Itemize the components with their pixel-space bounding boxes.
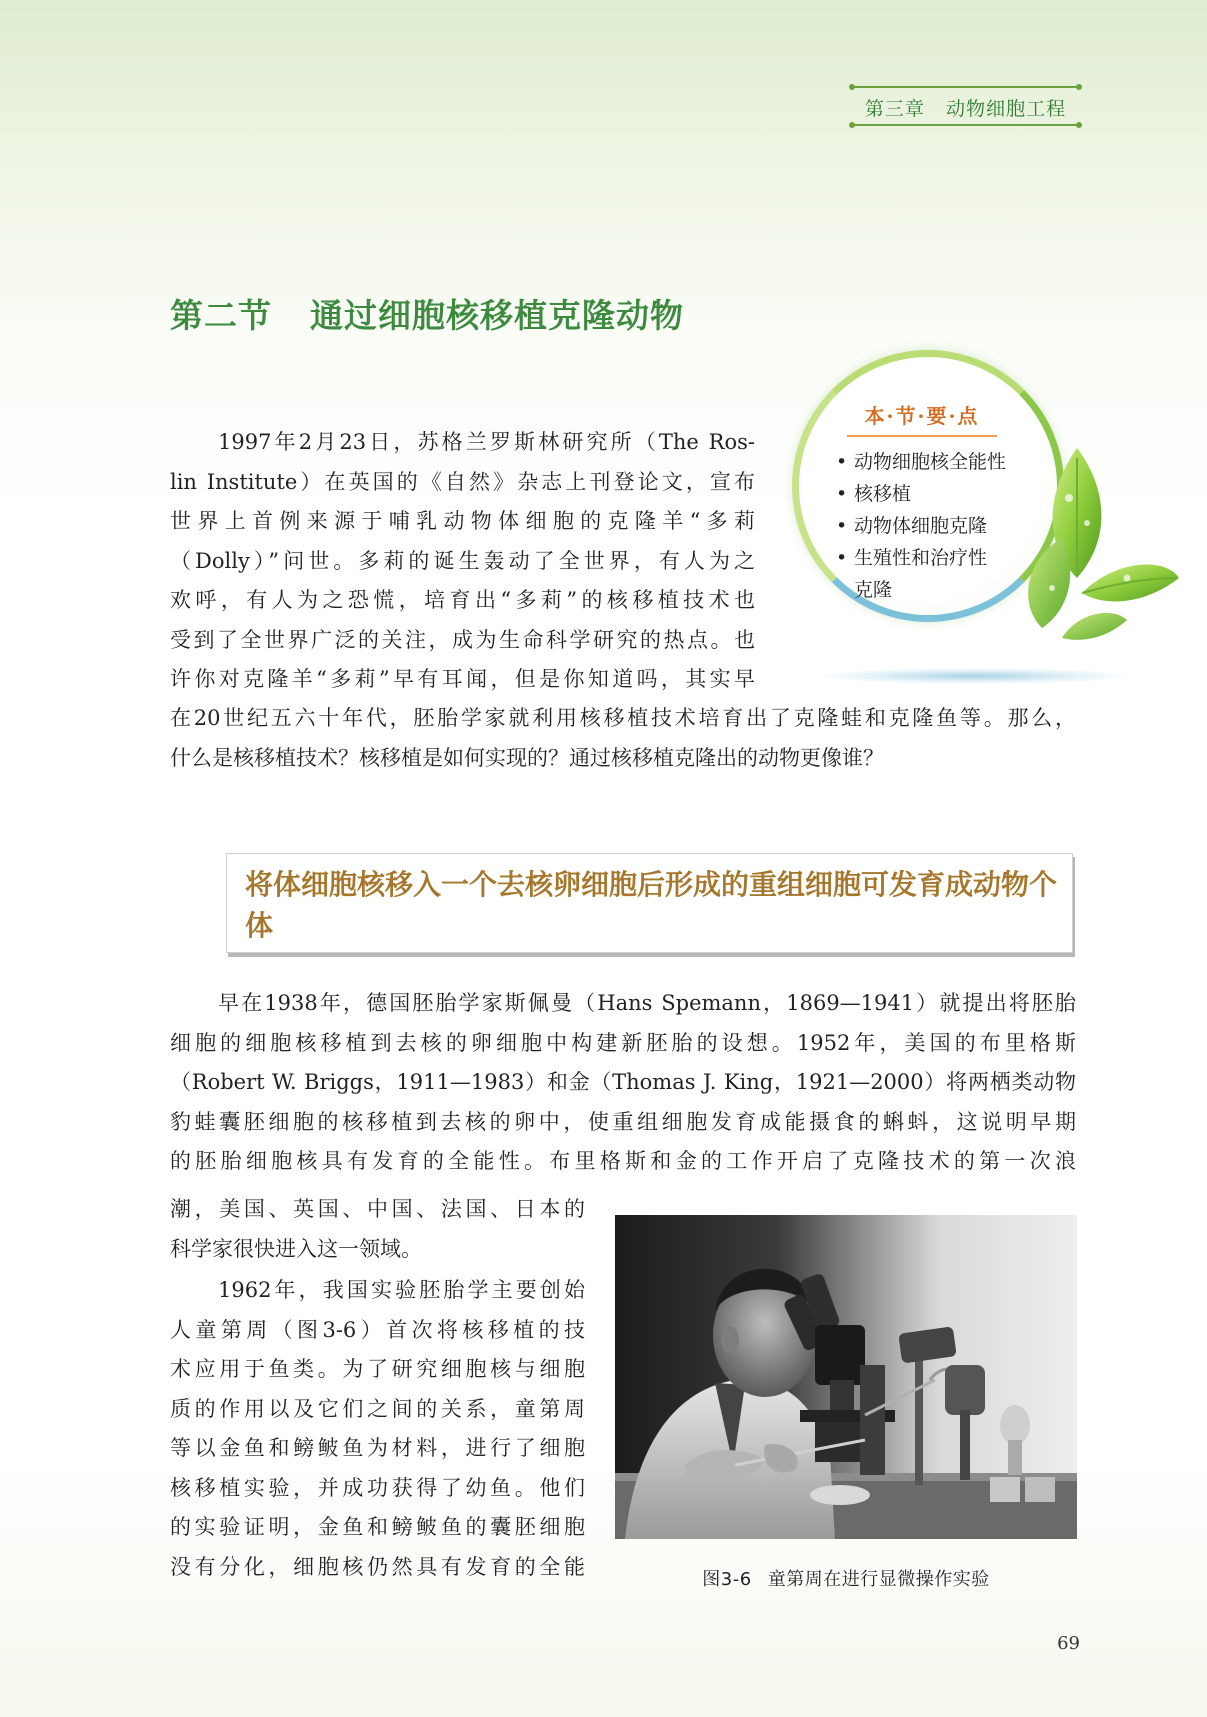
text-line: 人童第周（图3-6）首次将核移植的技 (170, 1317, 585, 1342)
text-line: 科学家很快进入这一领域。 (170, 1236, 422, 1261)
key-points-panel (784, 350, 1174, 680)
text-line: 早在1938年，德国胚胎学家斯佩曼（Hans Spemann，1869—1941）就提出将胚胎 (218, 991, 1076, 1015)
text-line: lin Institute）在英国的《自然》杂志上刊登论文，宣布 (170, 469, 755, 494)
page-number: 69 (1057, 1633, 1080, 1654)
key-points-title: 本·节·要·点 (847, 400, 997, 437)
key-points-shadow (824, 668, 1124, 684)
china-paragraph (170, 1271, 585, 1587)
figure-caption-text: 童第周在进行显微操作实验 (767, 1569, 990, 1590)
text-line: 质的作用以及它们之间的关系，童第周 (170, 1396, 585, 1421)
section-title-text: 通过细胞核移植克隆动物 (310, 296, 684, 335)
text-line: （Dolly）”问世。多莉的诞生轰动了全世界，有人为之 (170, 548, 755, 573)
key-point-item: • 核移植 (834, 478, 1006, 510)
text-line: 什么是核移植技术？核移植是如何实现的？通过核移植克隆出的动物更像谁？ (170, 745, 884, 770)
text-line: 的胚胎细胞核具有发育的全能性。布里格斯和金的工作开启了克隆技术的第一次浪 (170, 1149, 1076, 1173)
leaf-icon (1007, 428, 1182, 643)
text-line: 1997年2月23日，苏格兰罗斯林研究所（The Ros- (218, 430, 755, 454)
intro-paragraph (170, 423, 755, 700)
running-header-text (852, 94, 1079, 121)
key-points-list (834, 446, 1006, 606)
text-line: 1962年，我国实验胚胎学主要创始 (218, 1278, 585, 1302)
text-line: 核移植实验，并成功获得了幼鱼。他们 (170, 1475, 585, 1500)
text-line: 豹蛙囊胚细胞的核移植到去核的卵中，使重组细胞发育成能摄食的蝌蚪，这说明早期 (170, 1109, 1076, 1134)
figure-caption (615, 1565, 1077, 1591)
running-header (852, 86, 1079, 126)
text-line: 等以金鱼和鳑鲏鱼为材料，进行了细胞 (170, 1436, 585, 1460)
text-line: （Robert W. Briggs，1911—1983）和金（Thomas J. King，1921—2000）将两栖类动物 (170, 1070, 1076, 1094)
intro-paragraph-continued (170, 699, 1076, 778)
section-title (170, 290, 684, 337)
text-line: 没有分化，细胞核仍然具有发育的全能 (170, 1554, 585, 1579)
microscope-photo-illustration (615, 1215, 1077, 1539)
key-point-item: • 动物细胞核全能性 (834, 446, 1006, 478)
figure-number: 图3-6 (702, 1569, 752, 1590)
text-line: 许你对克隆羊“多莉”早有耳闻，但是你知道吗，其实早 (170, 667, 755, 691)
text-line: 受到了全世界广泛的关注，成为生命科学研究的热点。也 (170, 627, 755, 652)
subheading-box (226, 853, 1073, 953)
figure-photo (615, 1215, 1077, 1539)
history-paragraph-continued (170, 1190, 585, 1269)
chapter-number: 第三章 (864, 98, 925, 120)
text-line: 细胞的细胞核移植到去核的卵细胞中构建新胚胎的设想。1952年，美国的布里格斯 (170, 1030, 1076, 1055)
text-line: 潮，美国、英国、中国、法国、日本的 (170, 1197, 585, 1221)
subheading-text: 将体细胞核移入一个去核卵细胞后形成的重组细胞可发育成动物个体 (245, 868, 1058, 942)
text-line: 术应用于鱼类。为了研究细胞核与细胞 (170, 1357, 585, 1381)
key-point-item: • 动物体细胞克隆 (834, 510, 1006, 542)
header-rule-bottom (852, 124, 1079, 126)
history-paragraph (170, 984, 1076, 1182)
chapter-title: 动物细胞工程 (946, 98, 1067, 120)
key-point-item: • 生殖性和治疗性克隆 (834, 542, 1006, 606)
text-line: 的实验证明，金鱼和鳑鲏鱼的囊胚细胞 (170, 1515, 585, 1539)
section-number: 第二节 (170, 296, 272, 335)
text-line: 欢呼，有人为之恐慌，培育出“多莉”的核移植技术也 (170, 588, 755, 612)
text-line: 世界上首例来源于哺乳动物体细胞的克隆羊“多莉 (170, 509, 755, 533)
header-rule-top (852, 86, 1079, 88)
text-line: 在20世纪五六十年代，胚胎学家就利用核移植技术培育出了克隆蛙和克隆鱼等。那么， (170, 706, 1076, 730)
